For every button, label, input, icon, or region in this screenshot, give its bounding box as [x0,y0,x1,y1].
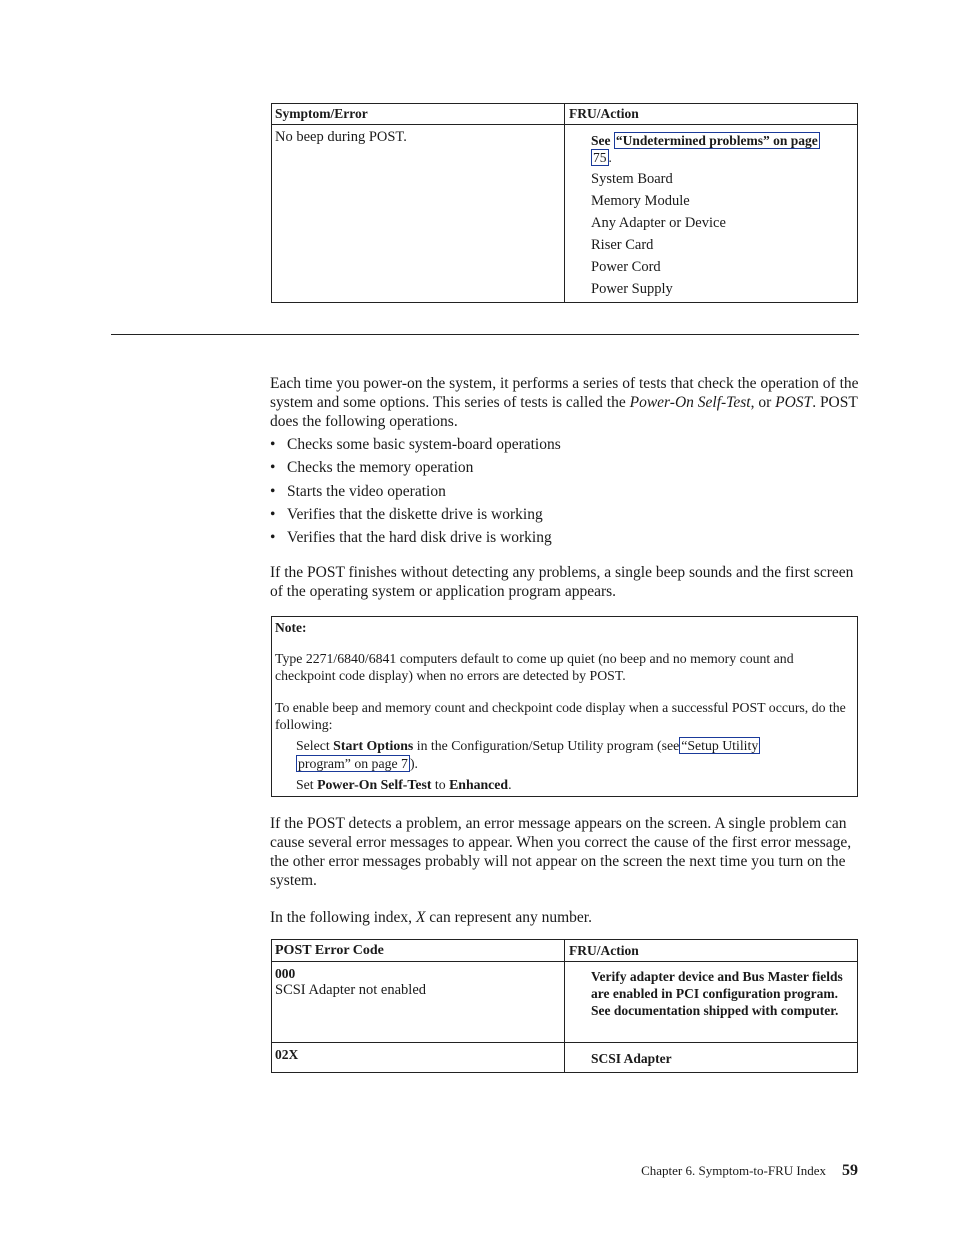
symptom-table [271,103,858,303]
list-item: • Starts the video operation [270,482,446,500]
see-reference: See “Undetermined problems” on page 75 . [591,133,818,165]
table-row [272,961,857,1042]
col-header-fru-action: FRU/Action [569,943,639,958]
page-number: 59 [842,1162,858,1179]
intro-section [270,374,860,601]
error-code: 02X [275,1047,299,1062]
error-code: 000 [275,966,296,981]
col-header-fru-action: FRU/Action [569,106,639,121]
table-row [272,1042,857,1072]
action-item: System Board [591,171,673,187]
table-row [272,124,857,302]
error-paragraph: If the POST detects a problem, an error message appears on the screen. A single problem can cause several error messages to appear. When you correct the cause of the first error message, the other error messages probably will not appear on the screen the next time you turn on the system. [270,815,852,889]
action-cell [565,125,857,302]
symptom-cell: No beep during POST. [272,125,565,302]
note-step: Select Start Options in the Configuration/Setup Utility program (see “Setup Utility program” on page 7 ). [296,738,759,771]
action-item: Memory Module [591,193,690,209]
list-item: • Checks the memory operation [270,459,474,477]
section-divider [111,334,859,335]
post-success-paragraph: If the POST finishes without detecting any problems, a single beep sounds and the first screen of the operating system or application program appears. [270,564,854,601]
intro-paragraph: Each time you power-on the system, it performs a series of tests that check the operation of the system and some options. This series of tests is called the Power-On Self-Test, or POST. POST does the following operations. [270,375,859,430]
list-item: • Verifies that the hard disk drive is working [270,529,552,547]
action-item: Power Cord [591,259,661,275]
list-item: • Checks some basic system-board operations [270,436,561,453]
setup-utility-link[interactable]: “Setup Utility [681,738,759,753]
action-item: Power Supply [591,281,673,297]
index-paragraph: In the following index, X can represent any number. [270,909,592,926]
chapter-title: Chapter 6. Symptom-to-FRU Index [641,1163,826,1178]
note-paragraph: To enable beep and memory count and checkpoint code display when a successful POST occurs, do the following: [275,700,846,732]
col-header-symptom: Symptom/Error [272,104,565,124]
error-section [270,814,860,927]
action-cell [565,962,857,1042]
error-code-cell [272,1043,565,1072]
table-header-row [272,940,857,961]
error-code-cell [272,962,565,1042]
note-title: Note: [275,620,307,635]
action-item: Any Adapter or Device [591,215,726,231]
page-footer [641,1162,858,1180]
table-header-row [272,104,857,124]
note-box [271,616,858,797]
post-error-table [271,939,858,1073]
note-step: Set Power-On Self-Test to Enhanced. [296,777,512,792]
col-header-post-error-code: POST Error Code [272,940,565,961]
error-description: SCSI Adapter not enabled [275,982,427,998]
note-paragraph: Type 2271/6840/6841 computers default to come up quiet (no beep and no memory count and checkpoint code display) when no errors are detected by POST. [275,651,794,683]
undetermined-problems-link[interactable]: “Undetermined problems” on page [615,133,818,148]
post-operations-list [270,433,860,549]
action-cell [565,1043,857,1072]
action-item: Verify adapter device and Bus Master fields are enabled in PCI configuration program. See documentation shipped with computer. [591,969,843,1018]
list-item: • Verifies that the diskette drive is working [270,505,543,523]
setup-utility-page-link[interactable]: program” on page 7 [298,756,408,771]
undetermined-problems-page-link[interactable]: 75 [593,150,607,165]
action-item: SCSI Adapter [591,1051,672,1066]
action-item: Riser Card [591,237,654,253]
